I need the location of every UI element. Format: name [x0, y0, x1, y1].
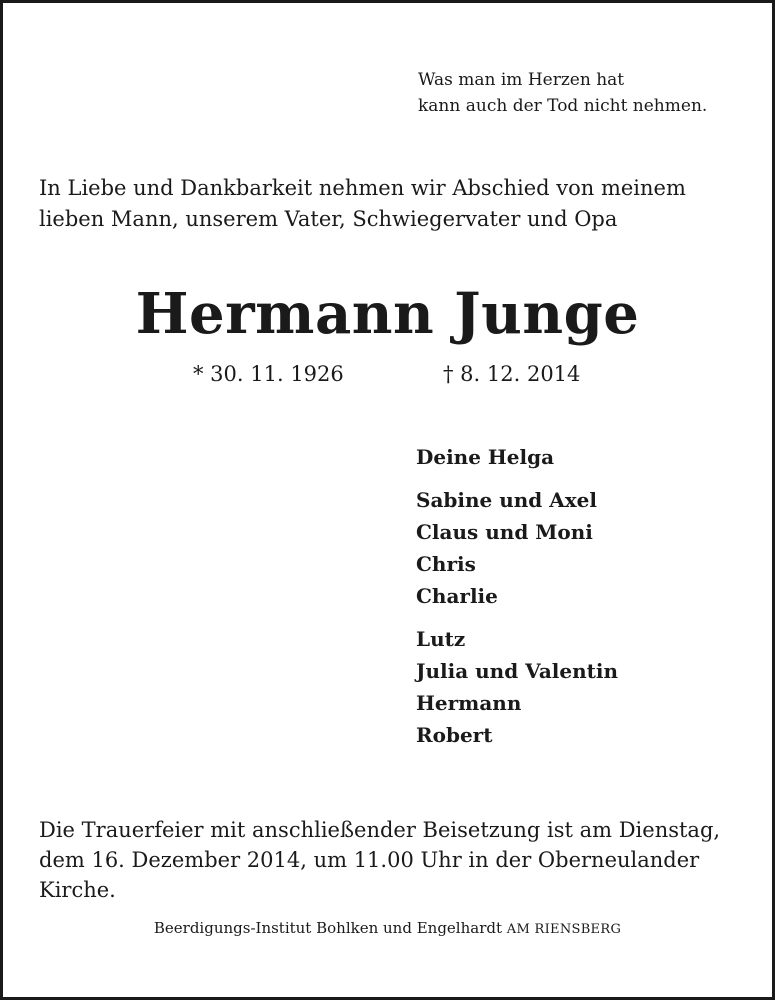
mourner-group	[416, 623, 618, 751]
intro-line-1: In Liebe und Dankbarkeit nehmen wir Abschied von meinem	[39, 176, 686, 200]
death-date: † 8. 12. 2014	[443, 362, 581, 386]
mourner-name: Lutz	[416, 627, 466, 651]
mourner-group	[416, 441, 618, 473]
birth-date: * 30. 11. 1926	[193, 362, 344, 386]
mourners-list	[416, 441, 618, 762]
undertaker-location: AM RIENSBERG	[506, 922, 622, 937]
mourner-name: Sabine und Axel	[416, 488, 598, 512]
mourner-name: Robert	[416, 723, 493, 747]
verse-line-2: kann auch der Tod nicht nehmen.	[418, 96, 708, 116]
memorial-verse	[418, 67, 707, 119]
funeral-line-2: dem 16. Dezember 2014, um 11.00 Uhr in der Oberneulander	[39, 848, 700, 872]
funeral-line-3: Kirche.	[39, 878, 116, 902]
verse-line-1: Was man im Herzen hat	[418, 70, 625, 90]
undertaker-name: Beerdigungs-Institut Bohlken und Engelhardt	[153, 919, 502, 937]
deceased-name: Hermann Junge	[135, 281, 640, 347]
mourner-name: Claus und Moni	[416, 520, 593, 544]
mourner-group	[416, 484, 618, 612]
mourner-name: Julia und Valentin	[416, 659, 619, 683]
mourner-name: Hermann	[416, 691, 522, 715]
intro-line-2: lieben Mann, unserem Vater, Schwiegervater und Opa	[39, 207, 618, 231]
funeral-details	[39, 815, 720, 905]
mourner-name: Deine Helga	[416, 445, 555, 469]
mourner-name: Chris	[416, 552, 476, 576]
funeral-line-1: Die Trauerfeier mit anschließender Beisetzung ist am Dienstag,	[39, 818, 721, 842]
intro-text	[39, 173, 686, 235]
undertaker-line	[3, 917, 772, 941]
mourner-name: Charlie	[416, 584, 498, 608]
